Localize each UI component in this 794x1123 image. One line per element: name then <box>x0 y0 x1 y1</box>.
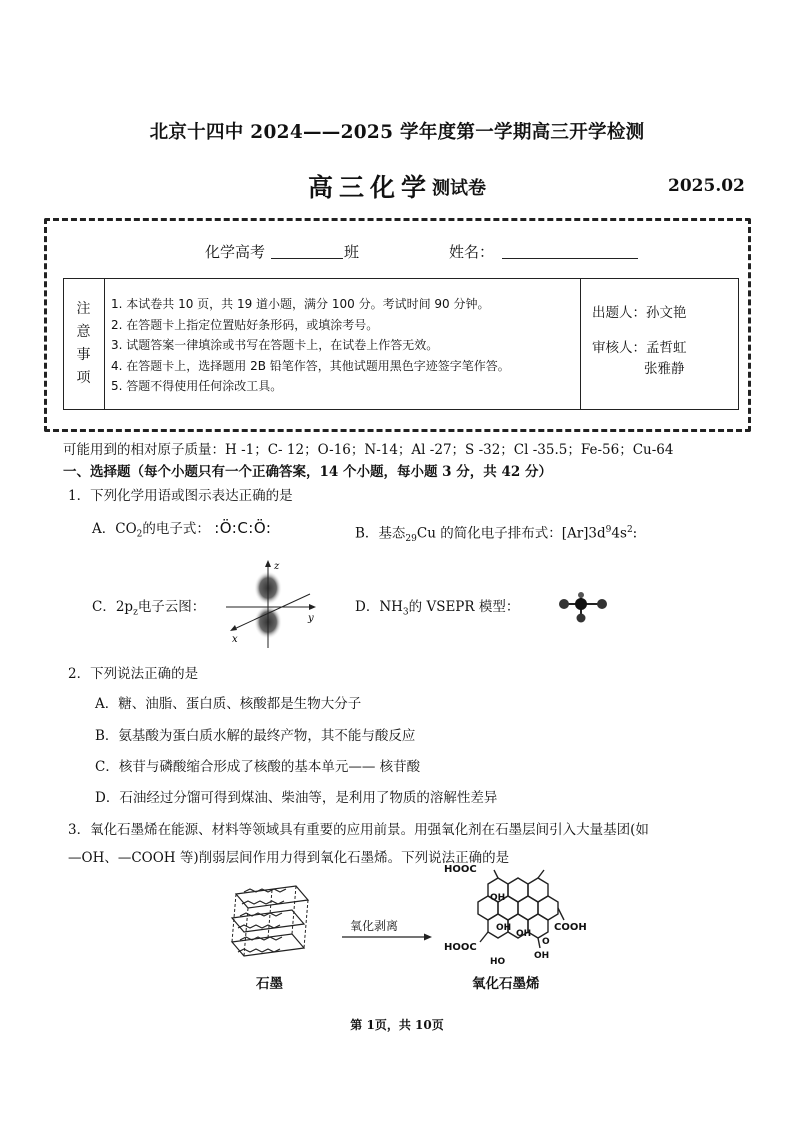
question-1-stem: 1．下列化学用语或图示表达正确的是 <box>68 488 293 504</box>
graphite-layer <box>236 886 308 908</box>
q1-a-pre: A．CO <box>92 521 137 537</box>
group-label: HOOC <box>444 942 477 953</box>
arrow-head <box>424 934 432 941</box>
bond-line <box>480 932 488 942</box>
group-label: OH <box>516 929 532 939</box>
reviewer2-label: 张雅静 <box>644 361 685 377</box>
notice-heading-char: 意 <box>76 324 91 340</box>
q1-option-d <box>355 598 519 622</box>
nh3-vsepr-model <box>556 590 612 624</box>
hydrogen-atom <box>577 614 586 623</box>
exam-date: 2025.02 <box>668 176 745 196</box>
axis-y-label: y <box>308 613 314 624</box>
staff-info <box>592 303 687 380</box>
q1-c-pre: C．2p <box>92 599 134 615</box>
bond-line <box>538 938 540 948</box>
notice-heading-char: 注 <box>76 301 91 317</box>
q1-c-post: 电子云图： <box>137 599 206 615</box>
q2-option-b: B．氨基酸为蛋白质水解的最终产物，其不能与酸反应 <box>95 728 416 744</box>
q1-option-b <box>355 521 637 548</box>
group-label: OH <box>490 893 506 903</box>
page-footer: 第 1页，共 10页 <box>350 1018 444 1032</box>
q2-option-c: C．核苷与磷酸缩合形成了核酸的基本单元—— 核苷酸 <box>95 759 421 775</box>
bond-line <box>538 870 544 878</box>
q1-a-sub: 2 <box>136 529 143 540</box>
hydrogen-atom <box>559 599 569 609</box>
name-blank[interactable] <box>502 258 638 259</box>
q1-c-sub: z <box>133 607 138 618</box>
question-3-line1: 3．氧化石墨烯在能源、材料等领域具有重要的应用前景。用强氧化剂在石墨层间引入大量基团(如 <box>68 822 649 838</box>
notice-list <box>111 294 510 397</box>
name-label: 姓名： <box>449 243 495 261</box>
bond-line <box>558 908 564 920</box>
author-label: 出题人：孙文艳 <box>592 305 687 321</box>
reaction-condition: 氧化剥离 <box>350 919 399 933</box>
axis-x-label: x <box>232 634 238 645</box>
graphite-hex-pattern <box>238 913 282 928</box>
notice-item: 3. 试题答案一律填涂或书写在答题卡上，在试卷上作答无效。 <box>111 338 439 352</box>
q1-d-pre: D．NH <box>355 599 403 615</box>
notice-heading-char: 事 <box>76 347 91 363</box>
axis-z-label: z <box>274 561 280 572</box>
group-label: HOOC <box>444 864 477 875</box>
question-2-stem: 2．下列说法正确的是 <box>68 666 199 682</box>
q2-option-a: A．糖、油脂、蛋白质、核酸都是生物大分子 <box>95 696 362 712</box>
lone-pair-atom <box>578 592 584 598</box>
q1-d-post: 的 VSEPR 模型： <box>408 599 520 615</box>
q1-option-c <box>92 598 205 622</box>
question-3-line2: —OH、—COOH 等)削弱层间作用力得到氧化石墨烯。下列说法正确的是 <box>68 850 510 866</box>
q1-option-a <box>92 519 271 544</box>
q2-option-d: D．石油经过分馏可得到煤油、柴油等，是利用了物质的溶解性差异 <box>95 790 498 806</box>
graphite-structure <box>222 880 314 970</box>
nitrogen-atom <box>575 598 587 610</box>
notice-item: 4. 在答题卡上，选择题用 2B 铅笔作答，其他试题用黑色字迹签字笔作答。 <box>111 358 510 373</box>
graphene-oxide-structure <box>436 858 592 974</box>
graphene-oxide-caption: 氧化石墨烯 <box>472 976 540 992</box>
notice-item: 5. 答题不得使用任何涂改工具。 <box>111 379 283 393</box>
notice-heading <box>63 278 105 410</box>
class-suffix: 班 <box>344 243 360 261</box>
q1-a-post: 的电子式： <box>142 521 210 537</box>
group-label: COOH <box>554 922 587 933</box>
group-label: HO <box>490 957 506 967</box>
y-arrow <box>309 604 316 610</box>
notice-divider <box>580 278 581 410</box>
q1-b-mid2: 4s <box>611 525 627 542</box>
subject-title: 高三化学 <box>308 173 433 202</box>
q1-b-sub: 29 <box>405 534 417 545</box>
reaction-arrow <box>340 932 434 942</box>
graphite-hex-pattern <box>242 889 286 904</box>
q1-b-pre: B．基态 <box>355 525 406 542</box>
notice-heading-char: 项 <box>76 370 91 386</box>
group-label: OH <box>534 951 550 961</box>
q1-d-sub: 3 <box>402 607 409 618</box>
section-heading: 一、选择题（每个小题只有一个正确答案，14 个小题，每小题 3 分，共 42 分） <box>63 464 552 480</box>
hydrogen-atom <box>597 599 607 609</box>
notice-item: 1. 本试卷共 10 页，共 19 道小题，满分 100 分。考试时间 90 分钟。 <box>111 297 490 311</box>
q1-b-post: : <box>632 525 638 542</box>
x-arrow <box>230 625 237 631</box>
bond-line <box>494 870 498 878</box>
graphite-caption: 石墨 <box>256 976 283 992</box>
q1-b-sup2: 2 <box>626 525 633 535</box>
electron-cloud-diagram <box>222 558 322 650</box>
reviewer-label: 审核人：孟哲虹 <box>592 340 687 356</box>
notice-item: 2. 在答题卡上指定位置贴好条形码，或填涂考号。 <box>111 317 379 332</box>
exam-title: 北京十四中 2024——2025 学年度第一学期高三开学检测 <box>149 122 645 143</box>
group-label: O <box>542 937 550 947</box>
class-label: 化学高考 <box>205 243 266 261</box>
group-label: OH <box>496 923 512 933</box>
atomic-masses: 可能用到的相对原子质量：H -1；C- 12；O-16；N-14；Al -27；S -32；Cl -35.5；Fe-56；Cu-64 <box>63 442 674 458</box>
co2-electron-formula: :Ö:C:Ö: <box>214 519 272 537</box>
z-arrow <box>265 560 271 567</box>
q1-b-mid: Cu 的简化电子排布式：[Ar]3d <box>416 525 606 542</box>
class-blank[interactable] <box>271 258 343 259</box>
q1-b-sup1: 9 <box>605 525 612 535</box>
test-label: 测试卷 <box>432 178 486 199</box>
